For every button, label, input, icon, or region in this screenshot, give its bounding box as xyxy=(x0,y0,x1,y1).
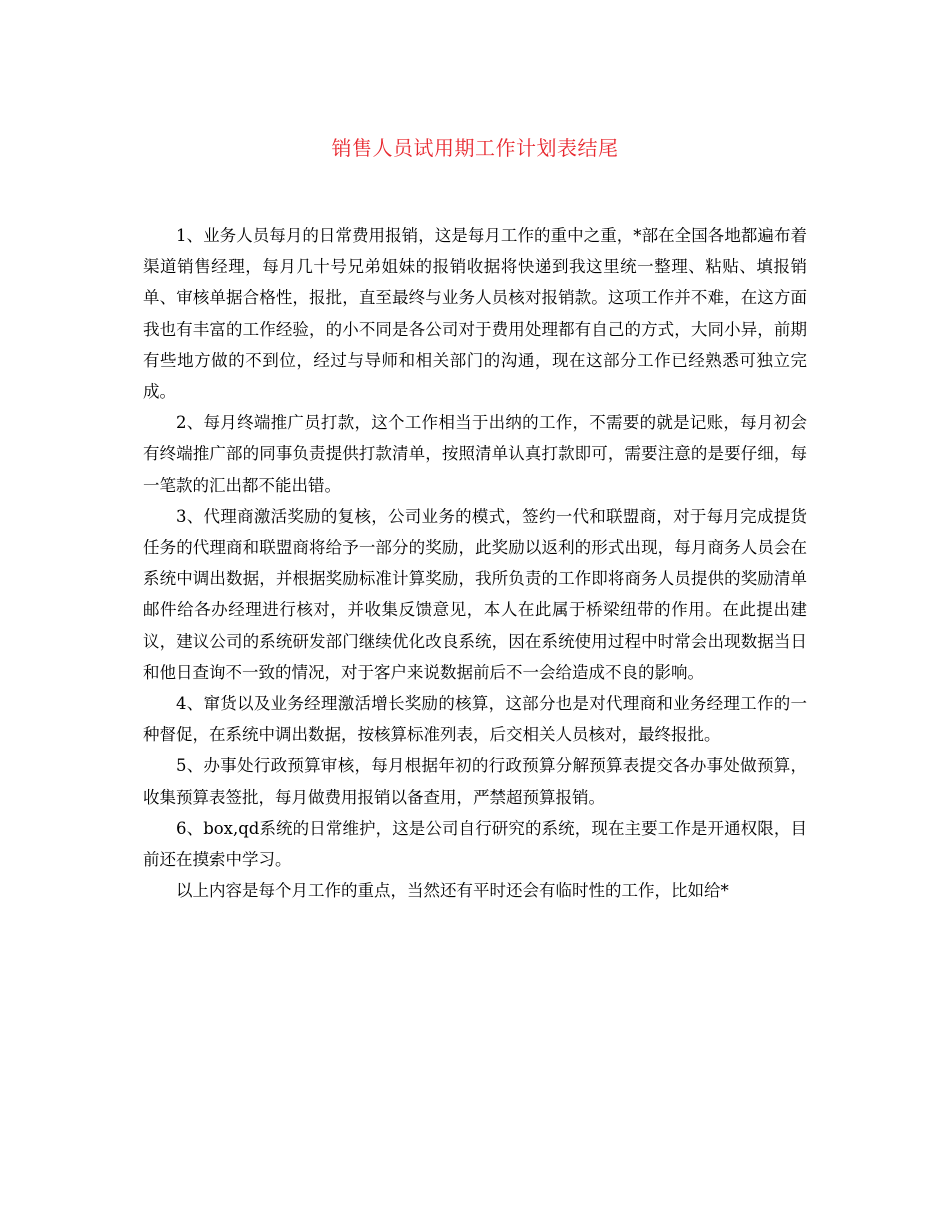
paragraph-1: 1、业务人员每月的日常费用报销，这是每月工作的重中之重，*部在全国各地都遍布着渠道销售经理，每月几十号兄弟姐妹的报销收据将快递到我这里统一整理、粘贴、填报销单、审核单据合格性，报批，直至最终与业务人员核对报销款。这项工作并不难，在这方面我也有丰富的工作经验，的小不同是各公司对于费用处理都有自己的方式，大同小异，前期有些地方做的不到位，经过与导师和相关部门的沟通，现在这部分工作已经熟悉可独立完成。 xyxy=(143,226,807,402)
paragraph-3: 3、代理商激活奖励的复核，公司业务的模式，签约一代和联盟商，对于每月完成提货任务的代理商和联盟商将给予一部分的奖励，此奖励以返利的形式出现，每月商务人员会在系统中调出数据，并根据奖励标准计算奖励，我所负责的工作即将商务人员提供的奖励清单邮件给各办经理进行核对，并收集反馈意见，本人在此属于桥梁纽带的作用。在此提出建议，建议公司的系统研发部门继续优化改良系统，因在系统使用过程中时常会出现数据当日和他日查询不一致的情况，对于客户来说数据前后不一会给造成不良的影响。 xyxy=(143,506,807,682)
document-title: 销售人员试用期工作计划表结尾 xyxy=(331,136,619,160)
paragraph-4: 4、窜货以及业务经理激活增长奖励的核算，这部分也是对代理商和业务经理工作的一种督促，在系统中调出数据，按核算标准列表，后交相关人员核对，最终报批。 xyxy=(143,694,807,745)
paragraph-2: 2、每月终端推广员打款，这个工作相当于出纳的工作，不需要的就是记账，每月初会有终端推广部的同事负责提供打款清单，按照清单认真打款即可，需要注意的是要仔细，每一笔款的汇出都不能出错。 xyxy=(143,413,807,495)
paragraph-6: 6、box,qd系统的日常维护，这是公司自行研究的系统，现在主要工作是开通权限，目前还在摸索中学习。 xyxy=(143,818,807,870)
document-body xyxy=(143,220,807,906)
paragraph-7: 以上内容是每个月工作的重点，当然还有平时还会有临时性的工作，比如给* xyxy=(176,881,729,901)
paragraph-5: 5、办事处行政预算审核，每月根据年初的行政预算分解预算表提交各办事处做预算，收集预算表签批，每月做费用报销以备查用，严禁超预算报销。 xyxy=(143,756,807,807)
